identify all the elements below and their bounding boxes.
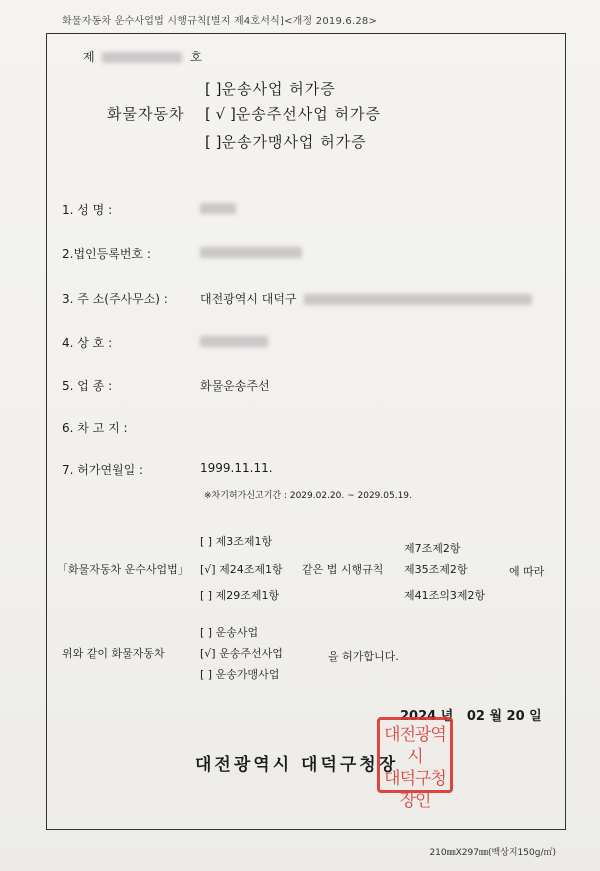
doc-number-prefix: 제 [83, 50, 95, 64]
field-label-address: 3. 주 소(주사무소) : [62, 292, 168, 306]
grant-option-3-text: 운송가맹사업 [215, 668, 280, 681]
title-option-1 [205, 78, 336, 99]
doc-number [83, 48, 202, 65]
title-option-2-mark: [ √ ] [205, 105, 236, 123]
redacted-trade-name [200, 336, 268, 347]
law-article-3-text: 제29조제1항 [215, 589, 280, 602]
title-option-2 [205, 103, 381, 124]
rule-article-3: 제41조의3제2항 [404, 589, 486, 602]
field-label-garage: 6. 차 고 지 : [62, 421, 128, 435]
title-option-1-mark: [ ] [205, 80, 222, 98]
seal-line-1: 대전광역시 [384, 725, 446, 767]
address-city: 대전광역시 대덕구 [200, 292, 297, 306]
redacted-name [200, 203, 236, 214]
rule-article-1: 제7조제2항 [404, 542, 461, 555]
issue-date: 2024 년 02 월 20 일 [400, 709, 542, 724]
field-label-business-type: 5. 업 종 : [62, 379, 113, 393]
grant-option-3 [200, 666, 279, 682]
field-value-business-type: 화물운송주선 [200, 379, 270, 393]
grant-option-1-text: 운송사업 [215, 626, 259, 639]
law-article-1 [200, 533, 272, 549]
title-prefix: 화물자동차 [107, 105, 185, 123]
field-label-trade-name: 4. 상 호 : [62, 336, 113, 350]
title-option-3 [205, 131, 367, 152]
title-option-2-label: 운송주선사업 허가증 [235, 105, 381, 123]
law-name: 「화물자동차 운수사업법」 [57, 563, 189, 576]
law-article-1-text: 제3조제1항 [215, 535, 273, 548]
law-article-2-mark: [√] [200, 563, 216, 576]
field-value-address [200, 290, 532, 307]
grant-option-1 [200, 624, 258, 640]
redacted-corp-number [200, 247, 302, 258]
title-option-1-label: 운송사업 허가증 [221, 80, 336, 98]
law-ending: 에 따라 [509, 565, 545, 578]
field-value-corp-number [200, 245, 302, 259]
field-value-trade-name [200, 334, 268, 348]
form-reference: 화물자동차 운수사업법 시행규칙[별지 제4호서식]<개정 2019.6.28> [62, 16, 378, 27]
field-value-permit-date: 1999.11.11. [200, 461, 273, 475]
title-option-3-mark: [ ] [205, 133, 222, 151]
grant-suffix: 을 허가합니다. [328, 650, 399, 663]
issuer-name: 대전광역시 대덕구청장 [195, 755, 399, 775]
field-label-permit-date: 7. 허가연월일 : [62, 463, 144, 477]
law-middle-text: 같은 법 시행규칙 [302, 563, 384, 576]
field-label-corp-number: 2.법인등록번호 : [62, 247, 151, 261]
law-article-2 [200, 561, 283, 577]
title-option-3-label: 운송가맹사업 허가증 [221, 133, 367, 151]
renewal-note: ※차기허가신고기간 : 2029.02.20. ~ 2029.05.19. [204, 491, 412, 501]
redacted-doc-number [102, 52, 182, 63]
law-article-3 [200, 587, 279, 603]
grant-prefix: 위와 같이 화물자동차 [62, 647, 165, 660]
law-article-3-mark: [ ] [200, 589, 213, 602]
redacted-address [304, 294, 532, 305]
seal-line-2: 대덕구청장인 [384, 769, 446, 811]
grant-option-2 [200, 645, 283, 661]
official-seal [377, 717, 453, 811]
paper-spec: 210㎜X297㎜(백상지150g/㎡) [429, 848, 556, 858]
law-article-2-text: 제24조제1항 [219, 563, 283, 576]
grant-option-1-mark: [ ] [200, 626, 213, 639]
rule-article-2: 제35조제2항 [404, 563, 468, 576]
grant-option-3-mark: [ ] [200, 668, 213, 681]
grant-option-2-text: 운송주선사업 [219, 647, 283, 660]
field-value-name [200, 201, 236, 215]
doc-number-suffix: 호 [190, 50, 202, 64]
law-article-1-mark: [ ] [200, 535, 213, 548]
field-label-name: 1. 성 명 : [62, 203, 113, 217]
grant-option-2-mark: [√] [200, 647, 216, 660]
